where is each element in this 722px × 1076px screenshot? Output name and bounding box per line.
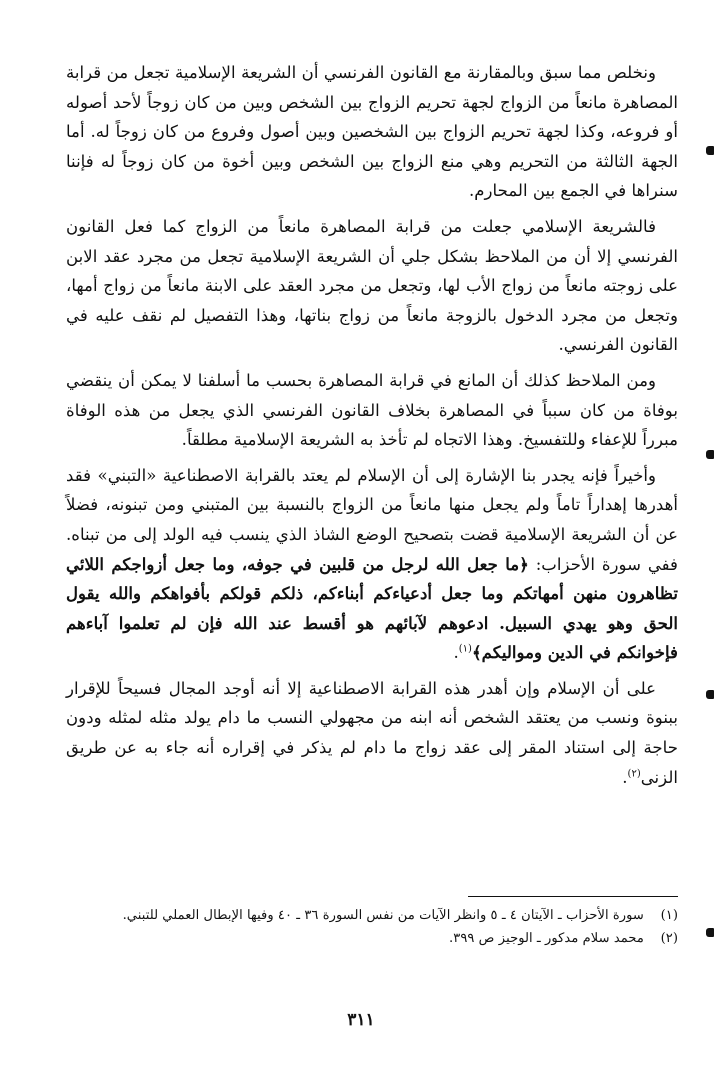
margin-mark [706,146,714,155]
quran-quote: ﴿ما جعل الله لرجل من قلبين في جوفه، وما جعل أزواجكم اللائي تظاهرون منهن أمهاتكم وما جعل أدعياءكم أبناءكم، ذلكم قولكم بأفواهكم والله يقول الحق وهو يهدي السبيل. ادعوهم لآبائهم هو أقسط عند الله فإن لم تعلموا آباءهم فإخوانكم في الدين ومواليكم﴾ [66,553,678,663]
footnote-ref-2[interactable]: (٢) [627,768,641,780]
acknowledgment-end-punct: . [622,767,628,787]
paragraph-acknowledgment-of-paternity [66,674,678,792]
body-text [66,58,678,798]
footnote-ref-1[interactable]: (١) [458,643,472,655]
paragraph-adoption [66,461,678,668]
margin-mark [706,928,714,937]
paragraph-death-not-ending-impediment: ومن الملاحظ كذلك أن المانع في قرابة المصاهرة بحسب ما أسلفنا لا يمكن أن ينقضي بوفاة من كان سبباً في المصاهرة بخلاف القانون الفرنسي الذي يجعل من هذه الوفاة مبرراً للإعفاء وللتفسيخ. وهذا الاتجاه لم تأخذ به الشريعة الإسلامية مطلقاً. [66,370,678,450]
footnote-1 [66,904,678,927]
adoption-end-punct: . [453,643,459,663]
acknowledgment-text: على أن الإسلام وإن أهدر هذه القرابة الاصطناعية إلا أنه أوجد المجال فسيحاً للإقرار ببنوة ونسب من يعتقد الشخص أنه ابنه من مجهولي النسب ما دام يولد مثله لمثله ودون حاجة إلى استناد المقر إلى عقد زواج ما دام لم يذكر في إقراره أنه جاء به عن طريق الزنى [66,678,678,787]
paragraph-comparison-summary: ونخلص مما سبق وبالمقارنة مع القانون الفرنسي أن الشريعة الإسلامية تجعل من قرابة المصاهرة مانعاً من الزواج لجهة تحريم الزواج بين الشخص وبين من كان زوجاً لأحد أصوله أو فروعه، وكذا لجهة تحريم الزواج بين الشخصين وبين أصول وفروع من كان زوجاً له. أما الجهة الثالثة من التحريم وهي منع الزواج بين الشخص وبين أخوة من كان زوجاً له فإننا سنراها في الجمع بين المحارم. [66,63,678,201]
margin-mark [706,690,714,699]
footnotes [66,904,678,950]
paragraph-islamic-law-affinity: فالشريعة الإسلامي جعلت من قرابة المصاهرة مانعاً من الزواج كما فعل القانون الفرنسي إلا أن من الملاحظ بشكل جلي أن الشريعة الإسلامية تجعل من مجرد عقد الابن على زوجته مانعاً من زواج الأب لها، وتجعل من مجرد العقد على الابنة مانعاً من زواج أمها، وتجعل من مجرد الدخول بالزوجة مانعاً من زواج بناتها، وهذا التفصيل لم نقف عليه في القانون الفرنسي. [66,216,678,355]
page-number: ٣١١ [347,1010,375,1030]
footnote-separator [468,896,678,897]
footnote-text: سورة الأحزاب ـ الآيتان ٤ ـ ٥ وانظر الآيات من نفس السورة ٣٦ ـ ٤٠ وفيها الإبطال العملي للتبني. [122,908,644,923]
footnote-number: (١) [660,908,678,923]
footnote-text: محمد سلام مدكور ـ الوجيز ص ٣٩٩. [449,931,644,946]
margin-mark [706,450,714,459]
footnote-2 [66,927,678,950]
footnote-number: (٢) [660,931,678,946]
adoption-intro-text: وأخيراً فإنه يجدر بنا الإشارة إلى أن الإسلام لم يعتد بالقرابة الاصطناعية «التبني» فقد أهدرها إهداراً تاماً ولم يجعل منها مانعاً من الزواج بالنسبة بين المتبني ومن تبنونه، فضلاً عن أن الشريعة الإسلامية قضت بتصحيح الوضع الشاذ الذي ينسب فيه الولد إلى من تبناه. ففي سورة الأحزاب: [66,465,678,574]
